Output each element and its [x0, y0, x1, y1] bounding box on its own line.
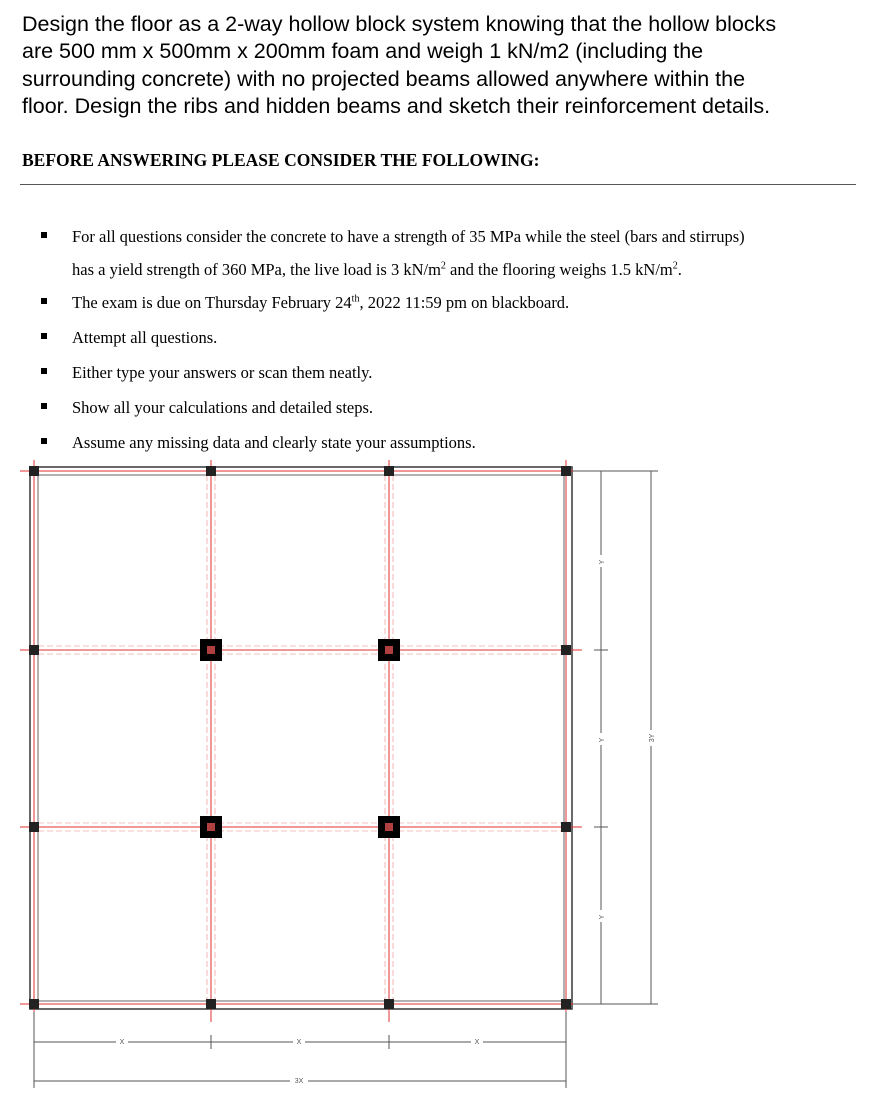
note-text: . [677, 260, 682, 279]
bullet-icon [41, 438, 47, 444]
hidden-beam-lines [38, 475, 564, 1001]
column [29, 822, 39, 832]
column [561, 822, 571, 832]
column [561, 645, 571, 655]
perimeter-columns [29, 466, 571, 1009]
dim-label-x: X [296, 1039, 302, 1046]
column-core [207, 823, 215, 831]
column-core [207, 646, 215, 654]
note-material-properties [72, 220, 862, 286]
column [29, 999, 39, 1009]
note-text: and the flooring weighs 1.5 kN/m [445, 260, 673, 279]
column-core [385, 646, 393, 654]
question-line-1: Design the floor as a 2-way hollow block system knowing that the hollow blocks [22, 12, 777, 36]
dim-label-y: Y [599, 559, 606, 565]
note-text: has a yield strength of 360 MPa, the live load is 3 kN/m [72, 260, 441, 279]
note-line [72, 253, 862, 286]
column [206, 999, 216, 1009]
interior-columns [200, 639, 400, 838]
question-text [22, 11, 862, 120]
heading-divider [20, 184, 856, 185]
note-answer-format [72, 356, 862, 389]
note-show-calculations [72, 391, 862, 424]
bullet-icon [41, 298, 47, 304]
vertical-dimensions [573, 471, 658, 1004]
note-text: Show all your calculations and detailed steps. [72, 398, 374, 417]
note-due-date [72, 286, 862, 319]
floor-plan-drawing [0, 452, 876, 1104]
grid-axis-lines [20, 460, 582, 1022]
note-text: The exam is due on Thursday February 24 [72, 293, 352, 312]
superscript: 2 [672, 260, 678, 272]
column [384, 466, 394, 476]
note-attempt-all [72, 321, 862, 354]
column-core [385, 823, 393, 831]
vertical-dimension-labels [596, 555, 656, 922]
bullet-icon [41, 333, 47, 339]
column [561, 466, 571, 476]
dim-label-x: X [474, 1039, 480, 1046]
column [384, 999, 394, 1009]
horizontal-dimension-labels [116, 1037, 483, 1086]
bullet-icon [41, 232, 47, 238]
question-line-4: floor. Design the ribs and hidden beams and sketch their reinforcement details. [22, 93, 771, 118]
question-line-2: are 500 mm x 500mm x 200mm foam and weigh 1 kN/m2 (including the [22, 39, 704, 64]
note-line: For all questions consider the concrete to have a strength of 35 MPa while the steel (bars and stirrups) [72, 227, 745, 246]
column [561, 999, 571, 1009]
dim-label-3x: 3X [294, 1078, 304, 1085]
bullet-icon [41, 403, 47, 409]
note-text: Assume any missing data and clearly state your assumptions. [72, 433, 476, 452]
column [29, 466, 39, 476]
superscript: 2 [440, 260, 446, 272]
note-text: , 2022 11:59 pm on blackboard. [359, 293, 570, 312]
dim-label-x: X [119, 1039, 125, 1046]
dim-label-y: Y [599, 737, 606, 743]
instructions-heading: BEFORE ANSWERING PLEASE CONSIDER THE FOLLOWING: [22, 150, 540, 170]
note-text: Attempt all questions. [72, 328, 218, 347]
perimeter-walls [30, 467, 572, 1009]
column [29, 645, 39, 655]
superscript: th [351, 293, 360, 305]
column [206, 466, 216, 476]
question-line-3: surrounding concrete) with no projected beams allowed anywhere within the [22, 66, 746, 91]
dim-label-3y: 3Y [649, 733, 656, 743]
dim-label-y: Y [599, 914, 606, 920]
note-text: Either type your answers or scan them neatly. [72, 363, 373, 382]
bullet-icon [41, 368, 47, 374]
